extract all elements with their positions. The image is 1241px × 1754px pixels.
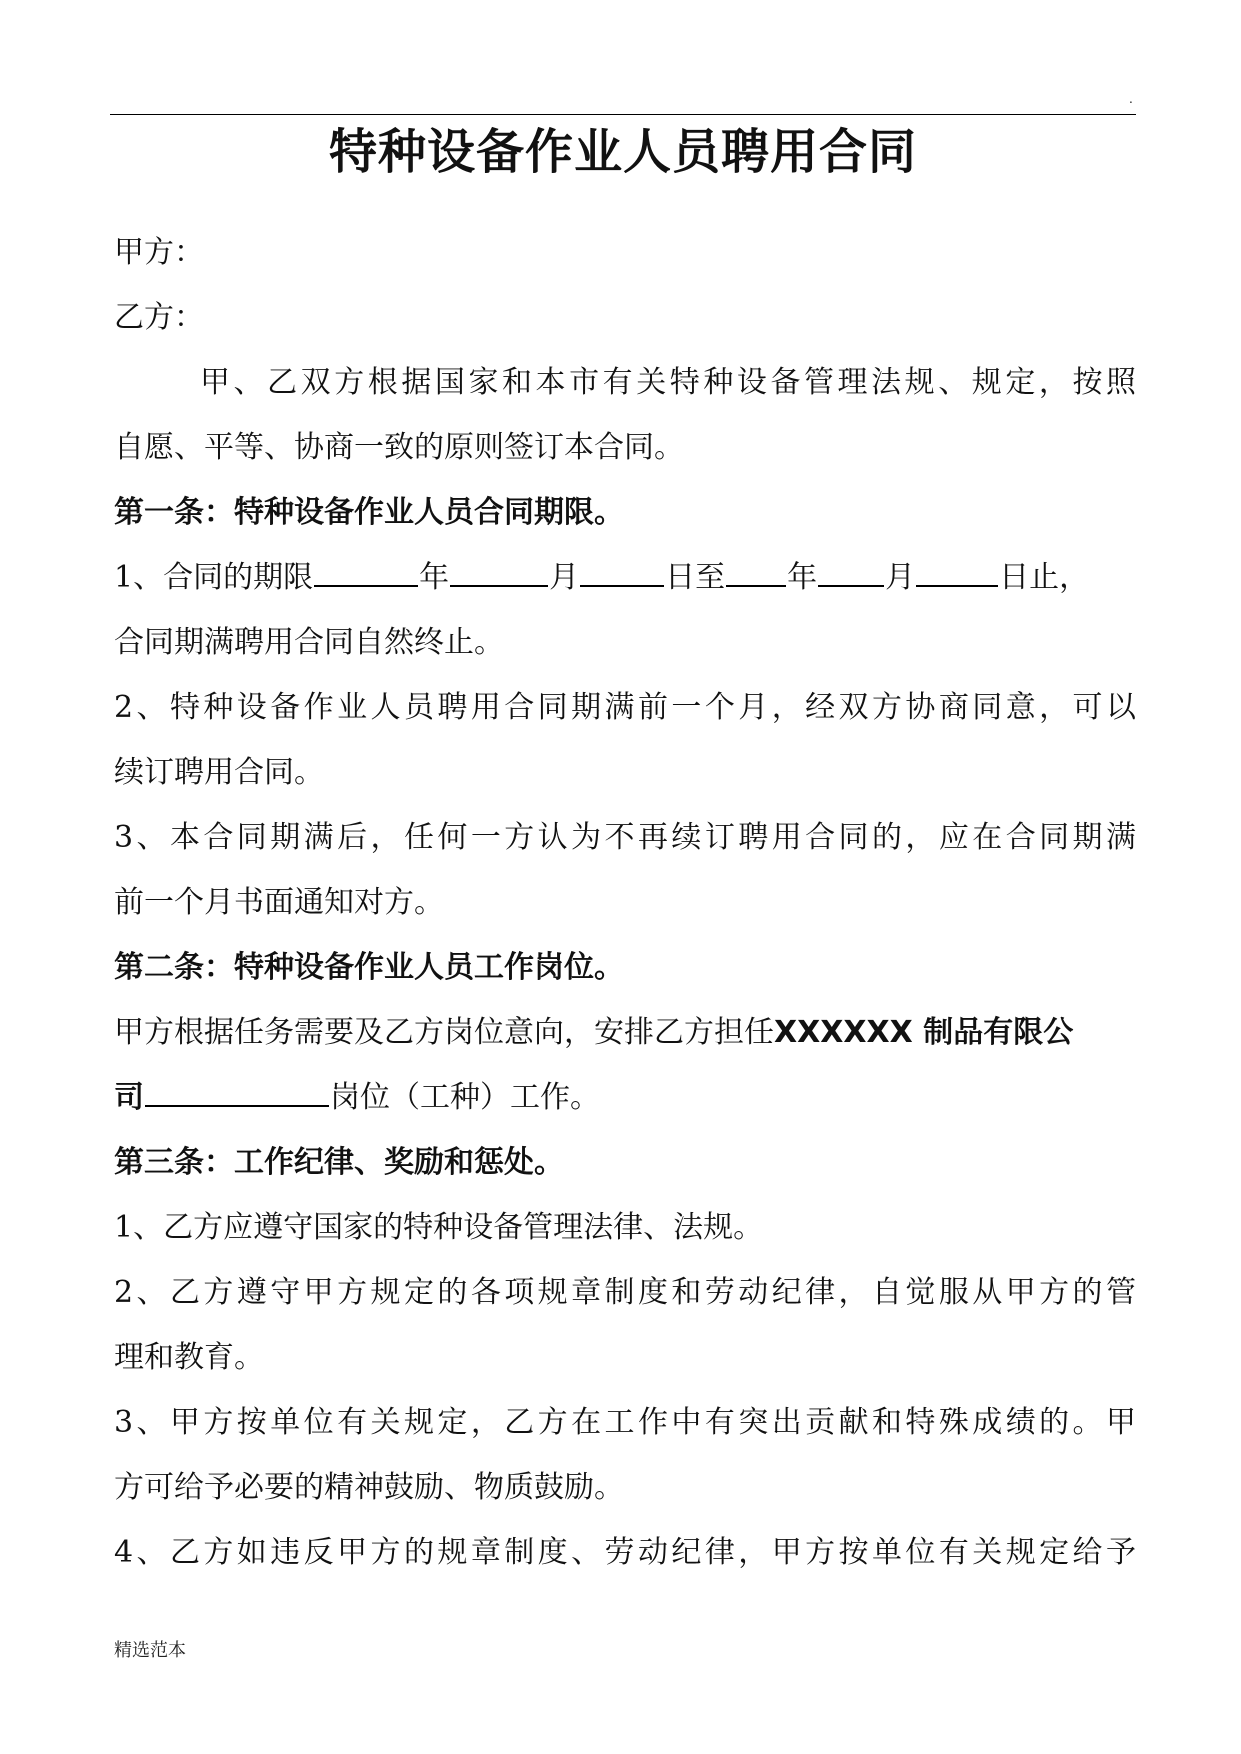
article-2-text: 甲方根据任务需要及乙方岗位意向，安排乙方担任	[114, 1015, 774, 1050]
intro-line-1: 甲、乙双方根据国家和本市有关特种设备管理法规、规定，按照	[200, 365, 1136, 400]
company-name-end: 司	[114, 1080, 144, 1115]
header-rule	[110, 114, 1136, 115]
article-3-item-4-line-1: 4、乙方如违反甲方的规章制度、劳动纪律，甲方按单位有关规定给予	[114, 1535, 1136, 1570]
article-3-heading: 第三条：工作纪律、奖励和惩处。	[114, 1145, 564, 1180]
start-month-label: 月	[549, 560, 580, 595]
header-mark: .	[1129, 92, 1133, 106]
article-3-item-2-line-2: 理和教育。	[114, 1340, 264, 1375]
article-2-line-2	[114, 1065, 1136, 1130]
article-1-item-1-line-1	[114, 545, 1136, 610]
start-year-blank[interactable]	[314, 561, 418, 587]
end-month-label: 月	[885, 560, 916, 595]
start-day-label: 日至	[665, 560, 726, 595]
end-day-blank[interactable]	[916, 561, 998, 587]
article-3-item-3-line-1: 3、甲方按单位有关规定，乙方在工作中有突出贡献和特殊成绩的。甲	[114, 1405, 1136, 1440]
position-blank[interactable]	[145, 1081, 329, 1107]
end-month-blank[interactable]	[818, 561, 884, 587]
party-b-label: 乙方：	[114, 300, 204, 335]
document-title: 特种设备作业人员聘用合同	[328, 124, 917, 180]
article-3-item-1: 1、乙方应遵守国家的特种设备管理法律、法规。	[114, 1210, 764, 1245]
end-year-blank[interactable]	[726, 561, 786, 587]
article-3-item-3-line-2: 方可给予必要的精神鼓励、物质鼓励。	[114, 1470, 624, 1505]
end-day-label: 日止，	[999, 560, 1090, 595]
article-3-item-2-line-1: 2、乙方遵守甲方规定的各项规章制度和劳动纪律，自觉服从甲方的管	[114, 1275, 1136, 1310]
article-1-item-2-line-2: 续订聘用合同。	[114, 755, 324, 790]
article-1-heading: 第一条：特种设备作业人员合同期限。	[114, 495, 624, 530]
article-1-item-3-line-2: 前一个月书面通知对方。	[114, 885, 444, 920]
end-year-label: 年	[787, 560, 818, 595]
article-1-item-2-line-1: 2、特种设备作业人员聘用合同期满前一个月，经双方协商同意，可以	[114, 690, 1136, 725]
document-body	[114, 220, 1136, 1585]
start-year-label: 年	[419, 560, 450, 595]
company-name: XXXXXX 制品有限公	[774, 1015, 1074, 1050]
start-day-blank[interactable]	[580, 561, 664, 587]
position-label: 岗位（工种）工作。	[330, 1080, 600, 1115]
footer-label: 精选范本	[114, 1640, 186, 1661]
term-prefix: 1、合同的期限	[114, 560, 314, 595]
intro-line-2: 自愿、平等、协商一致的原则签订本合同。	[114, 430, 684, 465]
article-2-heading: 第二条：特种设备作业人员工作岗位。	[114, 950, 624, 985]
article-1-item-3-line-1: 3、本合同期满后，任何一方认为不再续订聘用合同的，应在合同期满	[114, 820, 1136, 855]
start-month-blank[interactable]	[450, 561, 548, 587]
article-2-line-1	[114, 1000, 1136, 1065]
article-1-item-1-line-2: 合同期满聘用合同自然终止。	[114, 625, 504, 660]
party-a-label: 甲方：	[114, 235, 204, 270]
